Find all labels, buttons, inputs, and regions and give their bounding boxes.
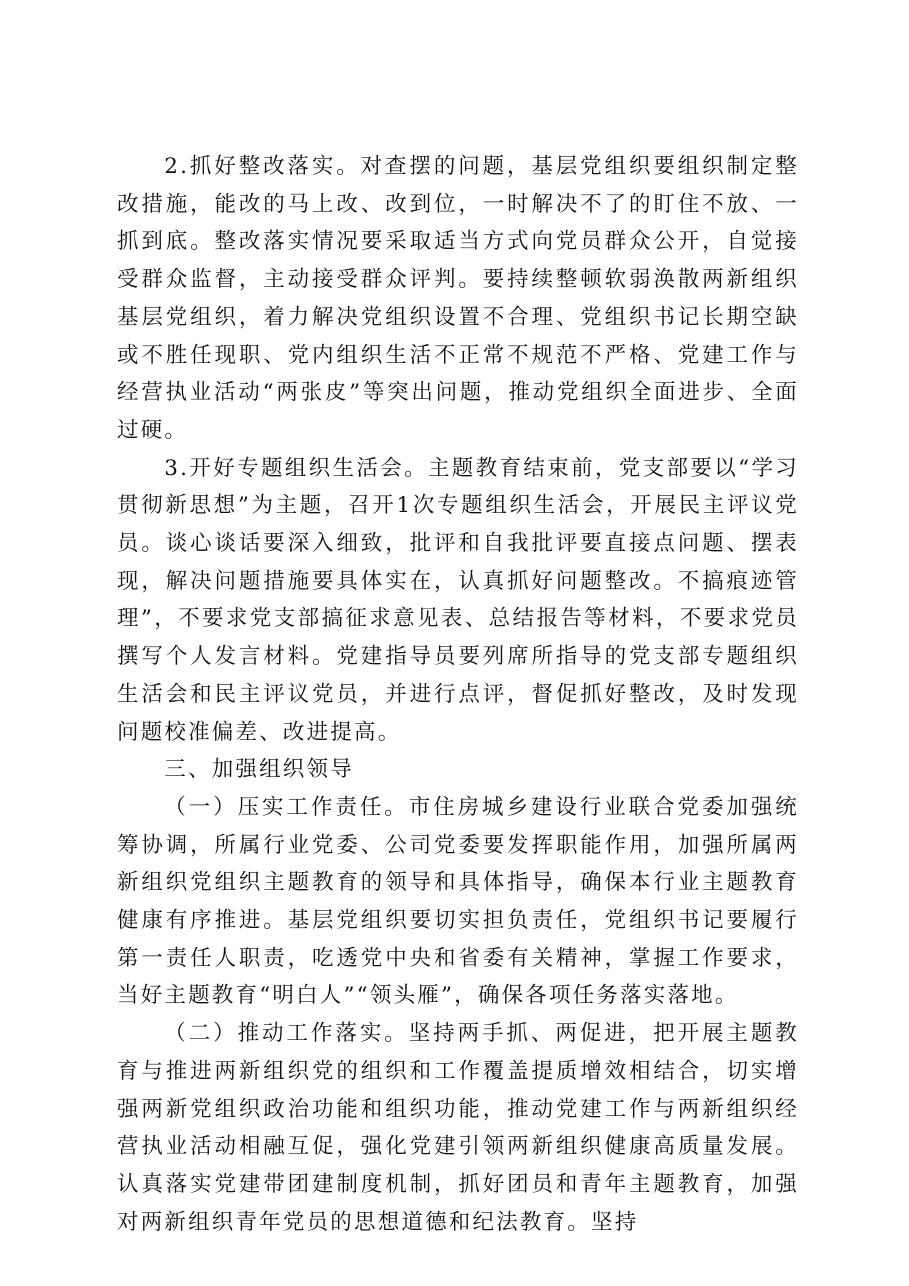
section-heading-leadership: 三、加强组织领导 [164,757,354,783]
paragraph-responsibility: （一）压实工作责任。市住房城乡建设行业联合党委加强统筹协调，所属行业党委、公司党委要发挥职能作用，加强所属两新组织党组织主题教育的领导和具体指导，确保本行业主题教育健康有序推进。基层党组织要切实担负责任，党组织书记要履行第一责任人职责，吃透党中央和省委有关精神，掌握工作要求，当好主题教育“明白人”“领头雁”，确保各项任务落实落地。 [117,794,799,1009]
paragraph-implementation: （二）推动工作落实。坚持两手抓、两促进，把开展主题教育与推进两新组织党的组织和工作覆盖提质增效相结合，切实增强两新党组织政治功能和组织功能，推动党建工作与两新组织经营执业活动相融互促，强化党建引领两新组织健康高质量发展。认真落实党建带团建制度机制，抓好团员和青年主题教育，加强对两新组织青年党员的思想道德和纪法教育。坚持 [117,1021,799,1235]
paragraph-organization-meeting: 3.开好专题组织生活会。主题教育结束前，党支部要以“学习贯彻新思想”为主题，召开1次专题组织生活会，开展民主评议党员。谈心谈话要深入细致，批评和自我批评要直接点问题、摆表现，解决问题措施要具体实在，认真抓好问题整改。不搞痕迹管理”，不要求党支部搞征求意见表、总结报告等材料，不要求党员撰写个人发言材料。党建指导员要列席所指导的党支部专题组织生活会和民主评议党员，并进行点评，督促抓好整改，及时发现问题校准偏差、改进提高。 [117,455,799,745]
paragraph-rectification: 2.抓好整改落实。对查摆的问题，基层党组织要组织制定整改措施，能改的马上改、改到位，一时解决不了的盯住不放、一抓到底。整改落实情况要采取适当方式向党员群众公开，自觉接受群众监督，主动接受群众评判。要持续整顿软弱涣散两新组织基层党组织，着力解决党组织设置不合理、党组织书记长期空缺或不胜任现职、党内组织生活不正常不规范不严格、党建工作与经营执业活动“两张皮”等突出问题，推动党组织全面进步、全面过硬。 [117,154,799,443]
document-body [117,148,799,1241]
